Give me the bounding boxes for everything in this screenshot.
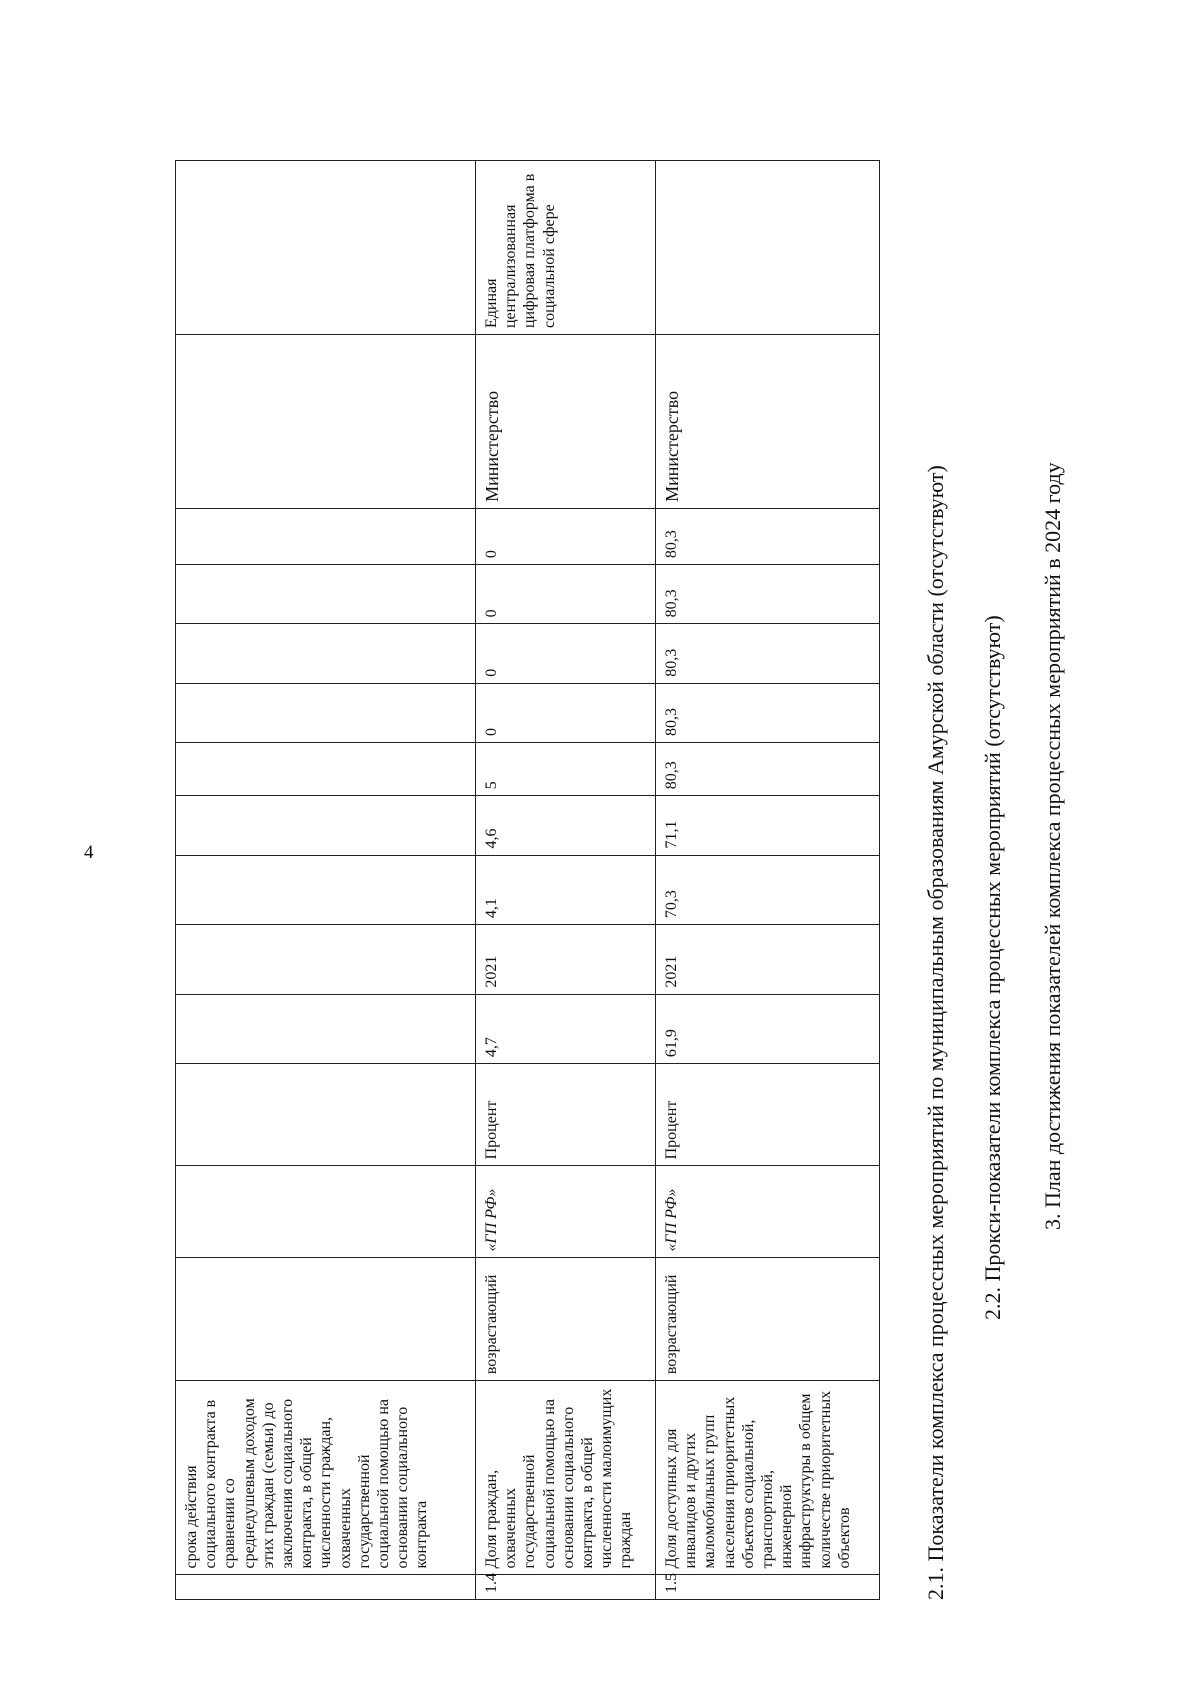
page-number: 4: [84, 842, 94, 863]
value-2024: 4,1: [476, 855, 656, 925]
indicator-unit: Процент: [656, 1064, 880, 1166]
value-2029: 80,3: [656, 565, 880, 624]
base-value: 61,9: [656, 994, 880, 1064]
value-2027: 80,3: [656, 683, 880, 742]
value-2025: [176, 796, 476, 855]
responsible: [176, 335, 476, 509]
section-2-1-heading: 2.1. Показатели комплекса процессных мероприятий по муниципальным образованиям Амурской области (отсутствуют): [923, 465, 948, 1600]
indicator-level: «ГП РФ»: [476, 1166, 656, 1258]
value-2028: [176, 624, 476, 683]
row-number: 1.4: [476, 1575, 656, 1600]
table-row: [476, 161, 656, 1600]
value-2024: 70,3: [656, 855, 880, 925]
indicator-level: «ГП РФ»: [656, 1166, 880, 1258]
value-2026: [176, 743, 476, 796]
indicator-direction: [176, 1258, 476, 1381]
value-2028: 80,3: [656, 624, 880, 683]
value-2026: 5: [476, 743, 656, 796]
value-2029: [176, 565, 476, 624]
indicator-level: [176, 1166, 476, 1258]
value-2030: [176, 508, 476, 564]
value-2026: 80,3: [656, 743, 880, 796]
base-year: [176, 925, 476, 995]
value-2025: 71,1: [656, 796, 880, 855]
section-2-2-heading: 2.2. Прокси-показатели комплекса процессных мероприятий (отсутствуют): [980, 615, 1005, 1320]
info-system: Единая централизованная цифровая платформа в социальной сфере: [476, 161, 656, 335]
row-number: [176, 1575, 476, 1600]
base-year: 2021: [656, 925, 880, 995]
responsible: Министерство: [476, 335, 656, 509]
indicator-name: Доля граждан, охваченных государственной социальной помощью на основании социального контракта, в общей численности малоимущих граждан: [476, 1381, 656, 1575]
indicator-unit: [176, 1064, 476, 1166]
info-system: [176, 161, 476, 335]
value-2030: 0: [476, 508, 656, 564]
value-2030: 80,3: [656, 508, 880, 564]
info-system: [656, 161, 880, 335]
table-row: [176, 161, 476, 1600]
responsible: Министерство: [656, 335, 880, 509]
value-2025: 4,6: [476, 796, 656, 855]
landscape-content: [145, 150, 1200, 1650]
row-number: 1.5: [656, 1575, 880, 1600]
indicator-unit: Процент: [476, 1064, 656, 1166]
indicator-name: Доля доступных для инвалидов и других маломобильных групп населения приоритетных объектов социальной, транспортной, инженерной инфраструктуры в общем количестве приоритетных объектов: [656, 1381, 880, 1575]
value-2027: 0: [476, 683, 656, 742]
value-2028: 0: [476, 624, 656, 683]
section-3-heading: 3. План достижения показателей комплекса процессных мероприятий в 2024 году: [1040, 462, 1065, 1230]
base-value: [176, 994, 476, 1064]
value-2027: [176, 683, 476, 742]
indicators-table: [175, 160, 880, 1600]
indicator-name: срока действия социального контракта в сравнении со среднедушевым доходом этих граждан (семьи) до заключения социального контракта, в общей численности граждан, охваченных государственной социальной помощью на основании социального контракта: [176, 1381, 476, 1575]
value-2024: [176, 855, 476, 925]
indicator-direction: возрастающий: [476, 1258, 656, 1381]
indicator-direction: возрастающий: [656, 1258, 880, 1381]
table-row: [656, 161, 880, 1600]
value-2029: 0: [476, 565, 656, 624]
base-value: 4,7: [476, 994, 656, 1064]
base-year: 2021: [476, 925, 656, 995]
